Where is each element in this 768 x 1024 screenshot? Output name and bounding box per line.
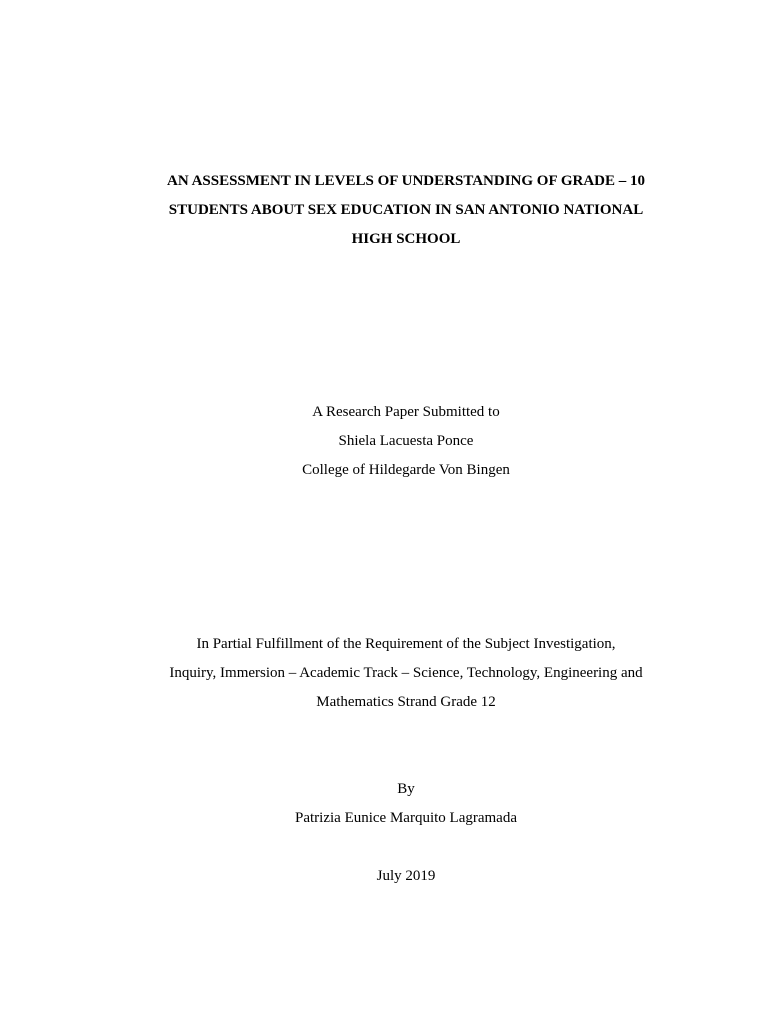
institution-name: College of Hildegarde Von Bingen: [302, 462, 510, 478]
title-line-1: AN ASSESSMENT IN LEVELS OF UNDERSTANDING OF GRADE – 10: [166, 173, 645, 189]
fulfillment-line-2: Inquiry, Immersion – Academic Track – Science, Technology, Engineering and: [169, 665, 643, 681]
fulfillment-line-3: Mathematics Strand Grade 12: [316, 694, 496, 710]
submission-statement: A Research Paper Submitted to: [312, 404, 500, 420]
author-name: Patrizia Eunice Marquito Lagramada: [295, 810, 517, 826]
title-line-3: HIGH SCHOOL: [351, 231, 461, 247]
title-line-2: STUDENTS ABOUT SEX EDUCATION IN SAN ANTONIO NATIONAL: [168, 202, 644, 218]
adviser-name: Shiela Lacuesta Ponce: [338, 433, 474, 449]
submission-date: July 2019: [376, 868, 436, 884]
fulfillment-line-1: In Partial Fulfillment of the Requirement of the Subject Investigation,: [196, 636, 616, 652]
by-label: By: [397, 781, 415, 797]
